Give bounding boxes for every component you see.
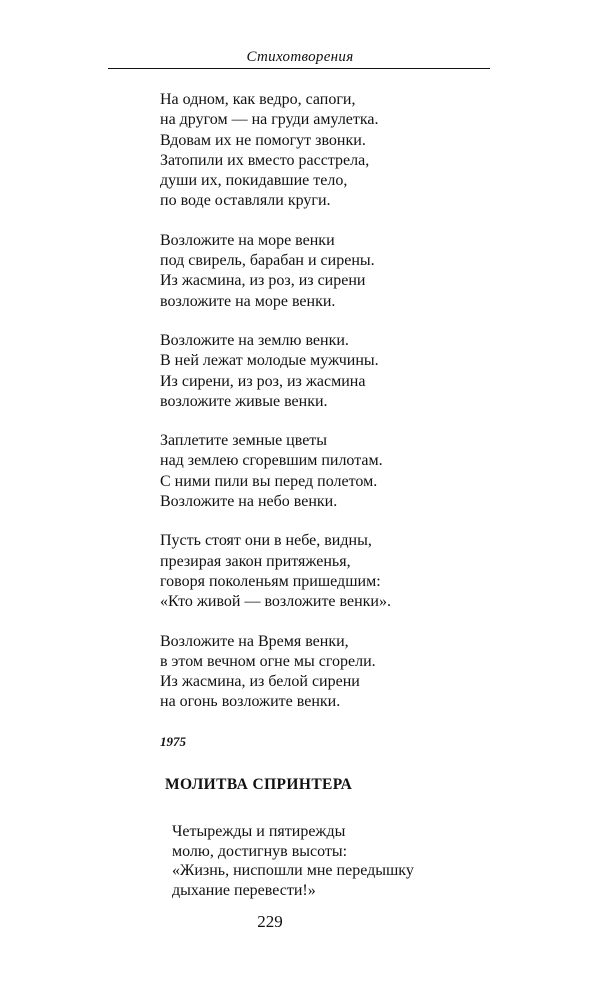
page-number: 229: [257, 912, 283, 931]
poem-line: говоря поколеньям пришедшим:: [160, 572, 381, 590]
stanza: [160, 90, 540, 212]
poem-line: на огонь возложите венки.: [160, 693, 341, 711]
poem-year: 1975: [160, 733, 186, 749]
poem-line: Возложите на землю венки.: [160, 331, 349, 349]
poem-line: «Жизнь, ниспошли мне передышку: [172, 862, 414, 879]
poem-line: «Кто живой — возложите венки».: [160, 593, 391, 611]
poem-line: Из сирени, из роз, из жасмина: [160, 372, 366, 390]
poem-line: С ними пили вы перед полетом.: [160, 472, 378, 490]
poem-line: дыхание перевести!»: [172, 881, 316, 899]
poem-line: Возложите на Время венки,: [160, 632, 349, 650]
stanza: [160, 231, 540, 312]
poem-line: на другом — на груди амулетка.: [160, 111, 379, 129]
poem-line: Пусть стоят они в небе, видны,: [160, 532, 372, 550]
poem-line: Затопили их вместо расстрела,: [160, 151, 370, 169]
poem-line: над землею сгоревшим пилотам.: [160, 452, 383, 470]
stanza: [160, 531, 540, 612]
stanza: [160, 632, 540, 713]
running-head: Стихотворения: [246, 49, 354, 65]
poem-line: в этом вечном огне мы сгорели.: [160, 652, 376, 670]
poem-line: молю, достигнув высоты:: [172, 842, 348, 860]
poem-line: Вдовам их не помогут звонки.: [160, 131, 366, 149]
stanza: [160, 431, 540, 512]
header-rule: [108, 68, 490, 69]
poem-1: [160, 90, 540, 752]
stanza: [172, 822, 552, 900]
poem-line: презирая закон притяженья,: [160, 552, 351, 570]
poem-line: Возложите на море венки: [160, 231, 335, 249]
stanza: [160, 331, 540, 412]
poem-line: по воде оставляли круги.: [160, 192, 331, 210]
poem-line: На одном, как ведро, сапоги,: [160, 91, 356, 108]
poem-line: Заплетите земные цветы: [160, 432, 328, 450]
poem-title: МОЛИТВА СПРИНТЕРА: [165, 776, 353, 793]
poem-line: души их, покидавшие тело,: [160, 172, 348, 190]
poem-line: Четырежды и пятирежды: [172, 823, 346, 840]
poem-line: возложите на море венки.: [160, 292, 336, 310]
poem-line: В ней лежат молодые мужчины.: [160, 352, 379, 370]
poem-2: [172, 822, 552, 900]
poem-line: Возложите на небо венки.: [160, 493, 338, 511]
poem-line: возложите живые венки.: [160, 392, 328, 410]
poem-line: Из жасмина, из белой сирени: [160, 673, 360, 691]
poem-line: под свирель, барабан и сирены.: [160, 252, 375, 270]
poem-line: Из жасмина, из роз, из сирени: [160, 272, 366, 290]
